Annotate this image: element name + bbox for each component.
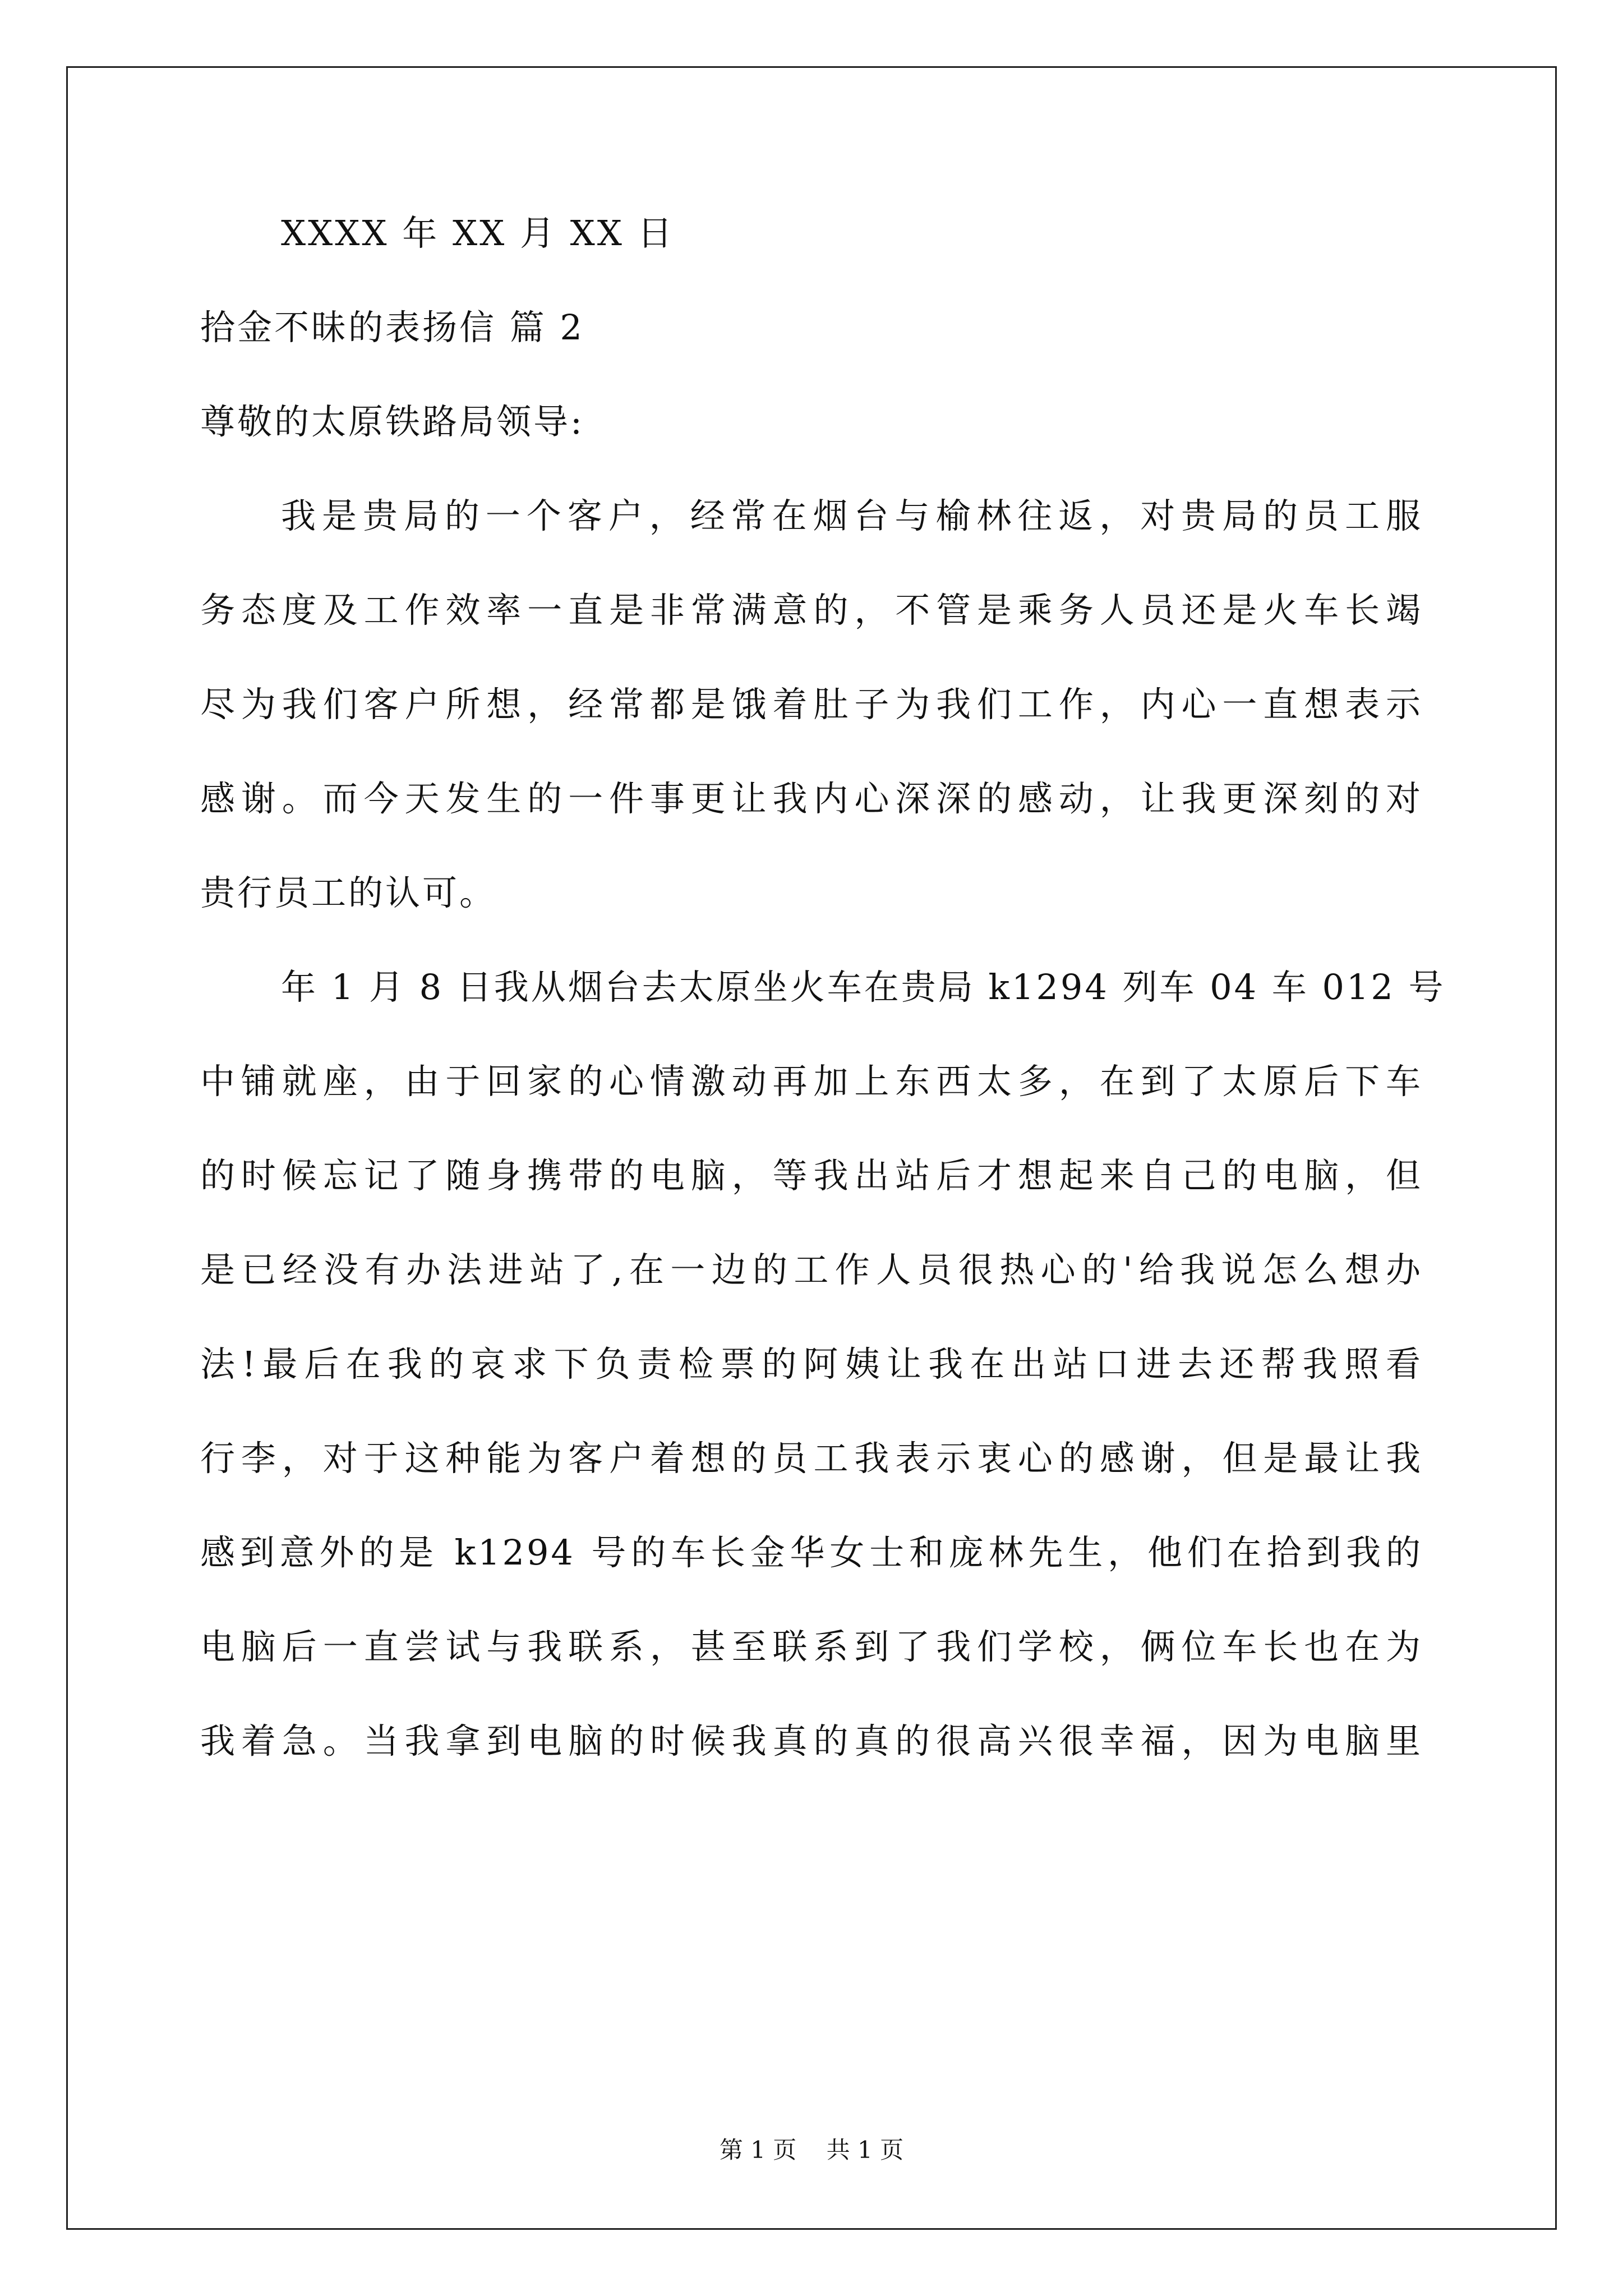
paragraph-line: 行李，对于这种能为客户着想的员工我表示衷心的感谢，但是最让我 [200,1438,1423,1479]
document-body [200,213,1446,1815]
paragraph-line: 感到意外的是 k1294 号的车长金华女士和庞林先生，他们在拾到我的 [200,1532,1423,1573]
date-line: XXXX 年 XX 月 XX 日 [281,213,675,254]
page-total: 共 1 页 [826,2136,904,2164]
paragraph-2 [200,967,1446,1815]
page-number: 第 1 页 [719,2136,797,2164]
letter-title: 拾金不昧的表扬信 篇 2 [200,307,584,348]
page-footer [0,2132,1623,2165]
paragraph-line: 法!最后在我的哀求下负责检票的阿姨让我在出站口进去还帮我照看 [200,1343,1423,1384]
paragraph-line: 尽为我们客户所想，经常都是饿着肚子为我们工作，内心一直想表示 [200,684,1423,725]
paragraph-line: 中铺就座，由于回家的心情激动再加上东西太多，在到了太原后下车 [200,1061,1423,1102]
paragraph-line: 感谢。而今天发生的一件事更让我内心深深的感动，让我更深刻的对 [200,778,1423,819]
paragraph-line: 是已经没有办法进站了,在一边的工作人员很热心的'给我说怎么想办 [200,1249,1423,1290]
paragraph-line: 务态度及工作效率一直是非常满意的，不管是乘务人员还是火车长竭 [200,590,1423,631]
paragraph-line: 我是贵局的一个客户，经常在烟台与榆林往返，对贵局的员工服 [281,495,1423,536]
paragraph-1 [200,496,1423,967]
paragraph-line: 电脑后一直尝试与我联系，甚至联系到了我们学校，俩位车长也在为 [200,1626,1423,1667]
paragraph-line: 的时候忘记了随身携带的电脑，等我出站后才想起来自己的电脑，但 [200,1155,1423,1196]
salutation: 尊敬的太原铁路局领导: [200,401,584,442]
paragraph-line: 贵行员工的认可。 [200,872,497,913]
paragraph-line: 我着急。当我拿到电脑的时候我真的真的很高兴很幸福，因为电脑里 [200,1720,1423,1761]
paragraph-line: 年 1 月 8 日我从烟台去太原坐火车在贵局 k1294 列车 04 车 012 号 [281,967,1446,1007]
